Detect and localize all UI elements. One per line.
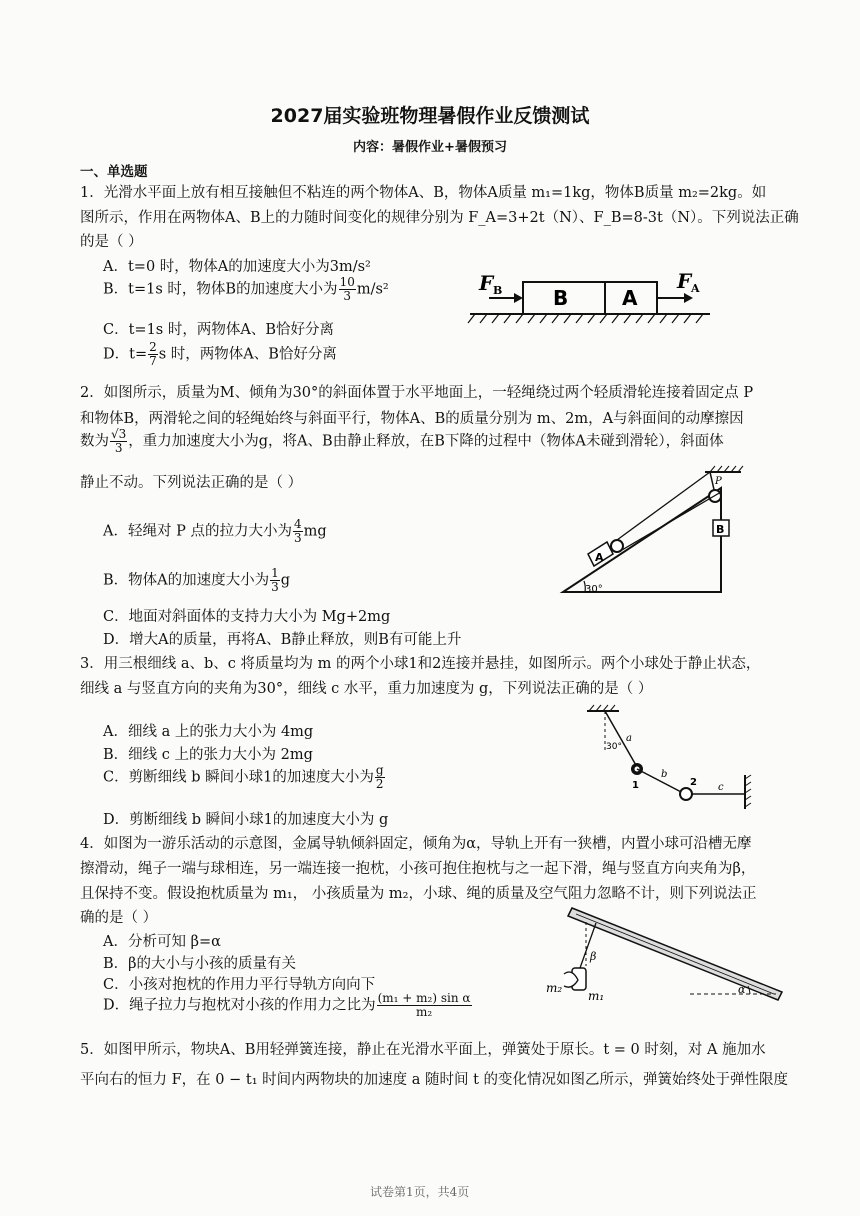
label-block-a: A [595,551,604,564]
q1-option-b: B．t=1s 时，物体B的加速度大小为 $\frac{10}{3}$ m/s² [103,275,389,303]
label-c: c [718,782,724,793]
q2-option-c: C．地面对斜面体的支持力大小为 Mg+2mg [103,609,391,625]
label-angle: 30° [606,742,622,752]
q3-figure [585,705,755,815]
label-ball1: 1 [632,780,639,791]
label-fa: F [677,269,692,293]
q5-stem-line2: 平向右的恒力 F，在 0 − t₁ 时间内两物块的加速度 a 随时间 t 的变化情况如图乙所示，弹簧始终处于弹性限度 [80,1072,789,1088]
q2-figure [555,468,755,600]
label-beta: β [590,950,597,963]
label-fb: F [479,271,494,295]
label-m1: m₁ [588,989,605,1003]
label-m2: m₂ [546,981,563,995]
q1-stem-line2: 图所示，作用在两物体A、B上的力随时间变化的规律分别为 F_A=3+2t（N）、F_B=8-3t（N）。下列说法正确 [80,210,799,226]
page-subtitle: 内容：暑假作业+暑假预习 [353,140,507,155]
section-heading: 一、单选题 [80,164,148,180]
label-alpha: α [738,983,746,996]
page-title: 2027届实验班物理暑假作业反馈测试 [270,105,590,127]
q2-stem-line1: 2．如图所示，质量为M、倾角为30°的斜面体置于水平地面上，一轻绳绕过两个轻质滑轮连接着固定点 P [80,385,754,401]
label-ball2: 2 [690,777,697,788]
q1-option-c: C．t=1s 时，两物体A、B恰好分离 [103,322,334,338]
page-footer: 试卷第1页，共4页 [370,1185,470,1199]
q1-option-a: A．t=0 时，物体A的加速度大小为3m/s² [103,259,371,275]
q1-stem-line3: 的是（ ） [80,234,143,250]
q3-option-b: B．细线 c 上的张力大小为 2mg [103,747,313,763]
q2-option-d: D．增大A的质量，再将A、B静止释放，则B有可能上升 [103,632,462,648]
q3-stem-line2: 细线 a 与竖直方向的夹角为30°，细线 c 水平，重力加速度为 g，下列说法正确的是（ ） [80,681,653,697]
q4-stem-line4: 确的是（ ） [80,910,158,926]
q2-option-a: A．轻绳对 P 点的拉力大小为 $\frac{4}{3}$ mg [103,517,327,545]
q1-figure [465,268,715,328]
q3-option-a: A．细线 a 上的张力大小为 4mg [103,724,314,740]
q3-stem-line1: 3．用三根细线 a、b、c 将质量均为 m 的两个小球1和2连接并悬挂，如图所示。两个小球处于静止状态， [80,656,761,672]
label-b: B [553,286,569,310]
q4-option-b: B．β的大小与小孩的质量有关 [103,956,297,972]
q1-option-d: D．t= $\frac{2}{7}$ s 时，两物体A、B恰好分离 [103,340,337,368]
label-a: a [626,733,632,744]
label-block-b: B [716,523,725,536]
q2-stem-line4: 静止不动。下列说法正确的是（ ） [80,475,303,491]
q4-option-d: D．绳子拉力与抱枕对小孩的作用力之比为 $\frac{\text{(m₁ + m₂) sin α}}{\text{m₂}}$ [103,991,471,1019]
q4-option-c: C．小孩对抱枕的作用力平行导轨方向向下 [103,977,376,993]
svg-text:A: A [691,282,700,295]
label-b: b [661,769,668,780]
q2-stem-line3: 数为 $\frac{√3}{3}$ ，重力加速度大小为g，将A、B由静止释放，在B下降的过程中（物体A未碰到滑轮），斜面体 [80,427,724,455]
svg-text:B: B [493,284,503,297]
label-p: P [715,476,722,487]
q2-stem-line2: 和物体B，两滑轮之间的轻绳始终与斜面平行，物体A、B的质量分别为 m、2m，A与斜面间的动摩擦因 [80,411,744,427]
q5-stem-line1: 5．如图甲所示，物块A、B用轻弹簧连接，静止在光滑水平面上，弹簧处于原长。t = 0 时刻，对 A 施加水 [80,1042,766,1058]
q4-stem-line3: 且保持不变。假设抱枕质量为 m₁， 小孩质量为 m₂，小球、绳的质量及空气阻力忽略不计，则下列说法正 [80,886,757,902]
q3-option-d: D．剪断细线 b 瞬间小球1的加速度大小为 g [103,812,389,828]
q1-stem-line1: 1．光滑水平面上放有相互接触但不粘连的两个物体A、B，物体A质量 m₁=1kg，物体B质量 m₂=2kg。如 [80,185,767,201]
q4-stem-line1: 4．如图为一游乐活动的示意图，金属导轨倾斜固定，倾角为α，导轨上开有一狭槽，内置小球可沿槽无摩 [80,836,752,852]
label-angle: 30° [585,584,603,595]
q4-figure [546,908,790,1008]
q4-stem-line2: 擦滑动，绳子一端与球相连，另一端连接一抱枕，小孩可抱住抱枕与之一起下滑，绳与竖直方向夹角为β， [80,861,756,877]
q2-option-b: B．物体A的加速度大小为 $\frac{1}{3}$ g [103,566,291,594]
q3-option-c: C．剪断细线 b 瞬间小球1的加速度大小为 $\frac{g}{2}$ [103,763,384,791]
q4-option-a: A．分析可知 β=α [103,934,221,950]
label-a: A [622,286,638,310]
